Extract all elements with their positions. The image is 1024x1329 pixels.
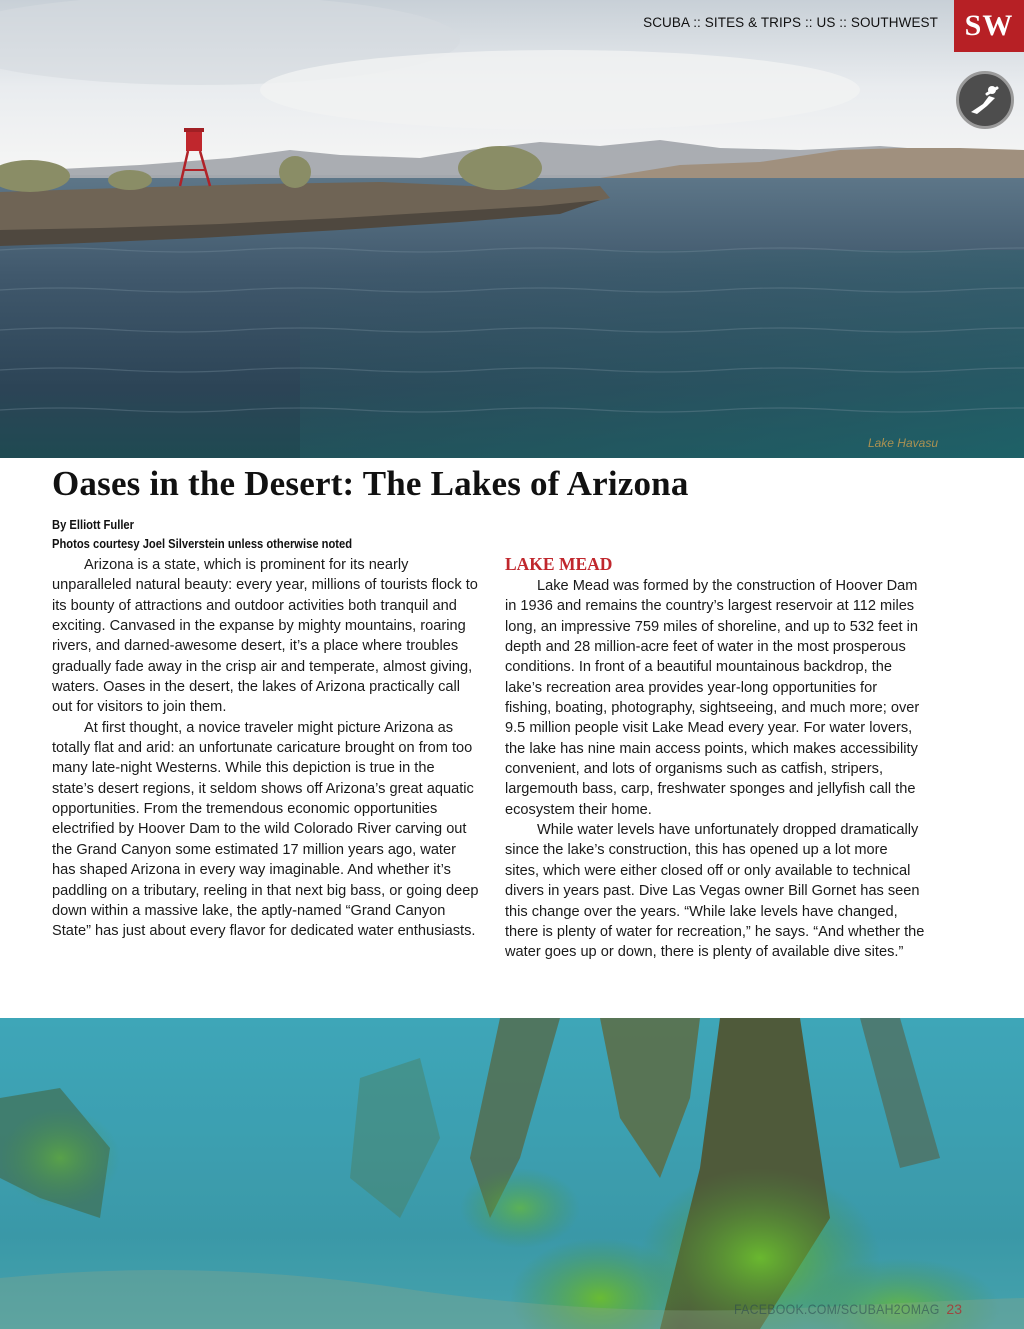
article-title: Oases in the Desert: The Lakes of Arizona — [52, 464, 689, 503]
section-badge: SW — [954, 0, 1024, 52]
hero-photo — [0, 0, 1024, 458]
footer-social-link[interactable]: FACEBOOK.COM/SCUBAH2OMAG — [734, 1301, 940, 1317]
body-paragraph: At first thought, a novice traveler might picture Arizona as totally flat and arid: an unfortunate caricature brought on from too many late-night Westerns. While this depiction is true in the state’s desert regions, it seldom shows off Arizona’s great aquatic opportunities. From the tremendous economic opportunities electrified by Hoover Dam to the wild Colorado River carving out the Grand Canyon some estimated 17 million years ago, water has shaped Arizona in every way imaginable. And whether it’s paddling on a tributary, reeling in that next big bass, or going deep down within a massive lake, the aptly-named “Grand Canyon State” has just about every flavor for dedicated water enthusiasts. — [52, 719, 479, 940]
breadcrumb: SCUBA :: SITES & TRIPS :: US :: SOUTHWEST — [643, 15, 938, 30]
byline: By Elliott Fuller — [52, 517, 134, 532]
article-credits — [52, 515, 352, 553]
body-paragraph: Arizona is a state, which is prominent for its nearly unparalleled natural beauty: every year, millions of tourists flock to its bounty of attractions and outdoor activities both tranquil and exciting. Canvased in the expanse by mighty mountains, roaring rivers, and darned-awesome desert, it’s a place where troubles gradually fade away in the crisp air and temperate, almost giving, waters. Oases in the desert, the lakes of Arizona practically call out for visitors to join them. — [52, 557, 478, 716]
underwater-photo — [0, 1018, 1024, 1329]
right-column — [505, 554, 925, 963]
left-column — [52, 555, 480, 942]
underwater-scene-illustration — [0, 1018, 1024, 1329]
lake-scene-illustration — [0, 0, 1024, 458]
diver-icon — [956, 71, 1014, 129]
body-paragraph: While water levels have unfortunately dropped dramatically since the lake’s construction, this has opened up a lot more sites, which were either closed off or only available to technical divers in years past. Dive Las Vegas owner Bill Gornet has seen this change over the years. “While lake levels have changed, there is plenty of water for recreation,” he says. “And whether the water goes up or down, there is plenty of available dive sites.” — [505, 822, 925, 961]
photo-credit: Photos courtesy Joel Silverstein unless otherwise noted — [52, 536, 353, 551]
section-heading: LAKE MEAD — [505, 554, 613, 574]
body-paragraph: Lake Mead was formed by the construction of Hoover Dam in 1936 and remains the country’s largest reservoir at 112 miles long, an impressive 759 miles of shoreline, and up to 532 feet in depth and 28 million-acre feet of water in the most prosperous conditions. In front of a beautiful mountainous backdrop, the lake’s recreation area provides year-long opportunities for fishing, boating, photography, sightseeing, and much more; over 9.5 million people visit Lake Mead every year. For water lovers, the lake has nine main access points, which makes accessibility convenient, and lots of organisms such as catfish, stripers, largemouth bass, carp, freshwater sponges and jellyfish call the ecosystem their home. — [505, 578, 920, 818]
photo-caption: Lake Havasu — [867, 436, 938, 450]
page-number: 23 — [946, 1301, 962, 1317]
